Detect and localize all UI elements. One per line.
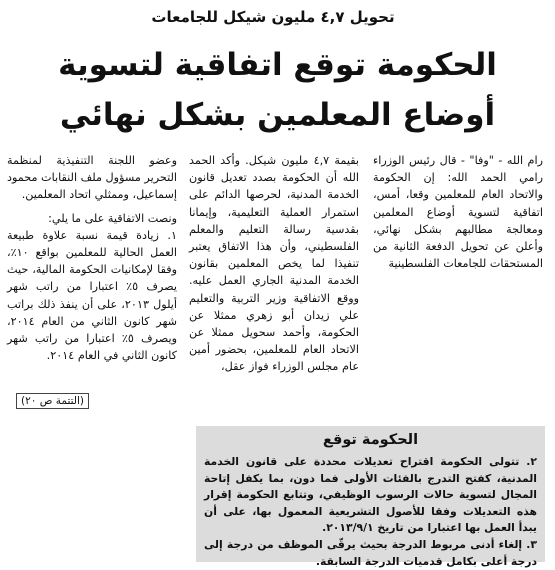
info-box-item: ٢. تتولى الحكومة اقتراح تعديلات محددة على قانون الخدمة المدنية، كفتح التدرج بالفئات الأولى فما دون، بما يكفل إتاحة المجال لتسوية حالات الرسوب الوظيفي، وتتابع الحكومة إقرار هذه التعديلات وفقا للأصول التشريعية المعمول بها، على أن يبدأ العمل بها اعتبارا من تاريخ ٢٠١٣/٩/١.: [204, 455, 537, 535]
info-box-title: الحكومة توقع: [322, 432, 419, 448]
headline-line-1: الحكومة توقع اتفاقية لتسوية: [58, 47, 497, 83]
article-column-left: [7, 152, 177, 364]
article-kicker: تحويل ٤,٧ مليون شيكل للجامعات: [151, 8, 395, 26]
info-box-item: ٣. إلغاء أدنى مربوط الدرجة بحيث يرقّى الموظف من درجة إلى درجة أعلى بكامل قدميات الدرجة السابقة.: [204, 537, 537, 568]
article-paragraph: رام الله - "وفا" - قال رئيس الوزراء رامي الحمد الله: إن الحكومة والاتحاد العام للمعلمين وقعا، أمس، اتفاقية لتسوية أوضاع المعلمين ومعالجة مطالبهم بشكل نهائي، وأعلن عن تحويل الدفعة الثانية من المستحقات للجامعات الفلسطينية: [373, 154, 543, 271]
article-paragraph: ونصت الاتفاقية على ما يلي:: [48, 211, 177, 225]
article-paragraph: بقيمة ٤,٧ مليون شيكل. وأكد الحمد الله أن الحكومة بصدد تعديل قانون الخدمة المدنية، لحرصها الدائم على استمرار العملية التعليمية، وإيمانا بقدسية رسالة التعليم والمعلم الفلسطيني، وأن هذا الاتفاق يعتبر تنفيذا لما يخص المعلمين بقانون الخدمة المدنية الجاري العمل عليه. ووقع الاتفاقية وزير التربية والتعليم علي زيدان أبو زهري ممثلا عن الحكومة، وأحمد سحويل ممثلا عن الاتحاد العام للمعلمين، بحضور أمين عام مجلس الوزراء فواز عقل،: [189, 154, 359, 374]
headline-line-2: أوضاع المعلمين بشكل نهائي: [59, 97, 496, 133]
article-paragraph: وعضو اللجنة التنفيذية لمنظمة التحرير مسؤول ملف النقابات محمود إسماعيل، وممثلي اتحاد المعلمين.: [7, 154, 177, 202]
article-column-right: [373, 152, 543, 272]
info-box-body: [196, 454, 545, 570]
article-column-middle: [189, 152, 359, 376]
article-paragraph: ١. زيادة قيمة نسبة علاوة طبيعة العمل الحالية للمعلمين بواقع ١٠٪، وفقا لإمكانيات الحكومة المالية، حيث يصرف ٥٪ اعتبارا من راتب شهر أيلول ٢٠١٣، على أن ينفذ ذلك براتب شهر كانون الثاني من العام ٢٠١٤، ويصرف ٥٪ اعتبارا من راتب شهر كانون الثاني في العام ٢٠١٤.: [7, 228, 178, 363]
continued-note: (التتمة ص ٢٠): [16, 393, 89, 409]
article-headline: [20, 40, 535, 140]
info-box: [196, 426, 545, 568]
